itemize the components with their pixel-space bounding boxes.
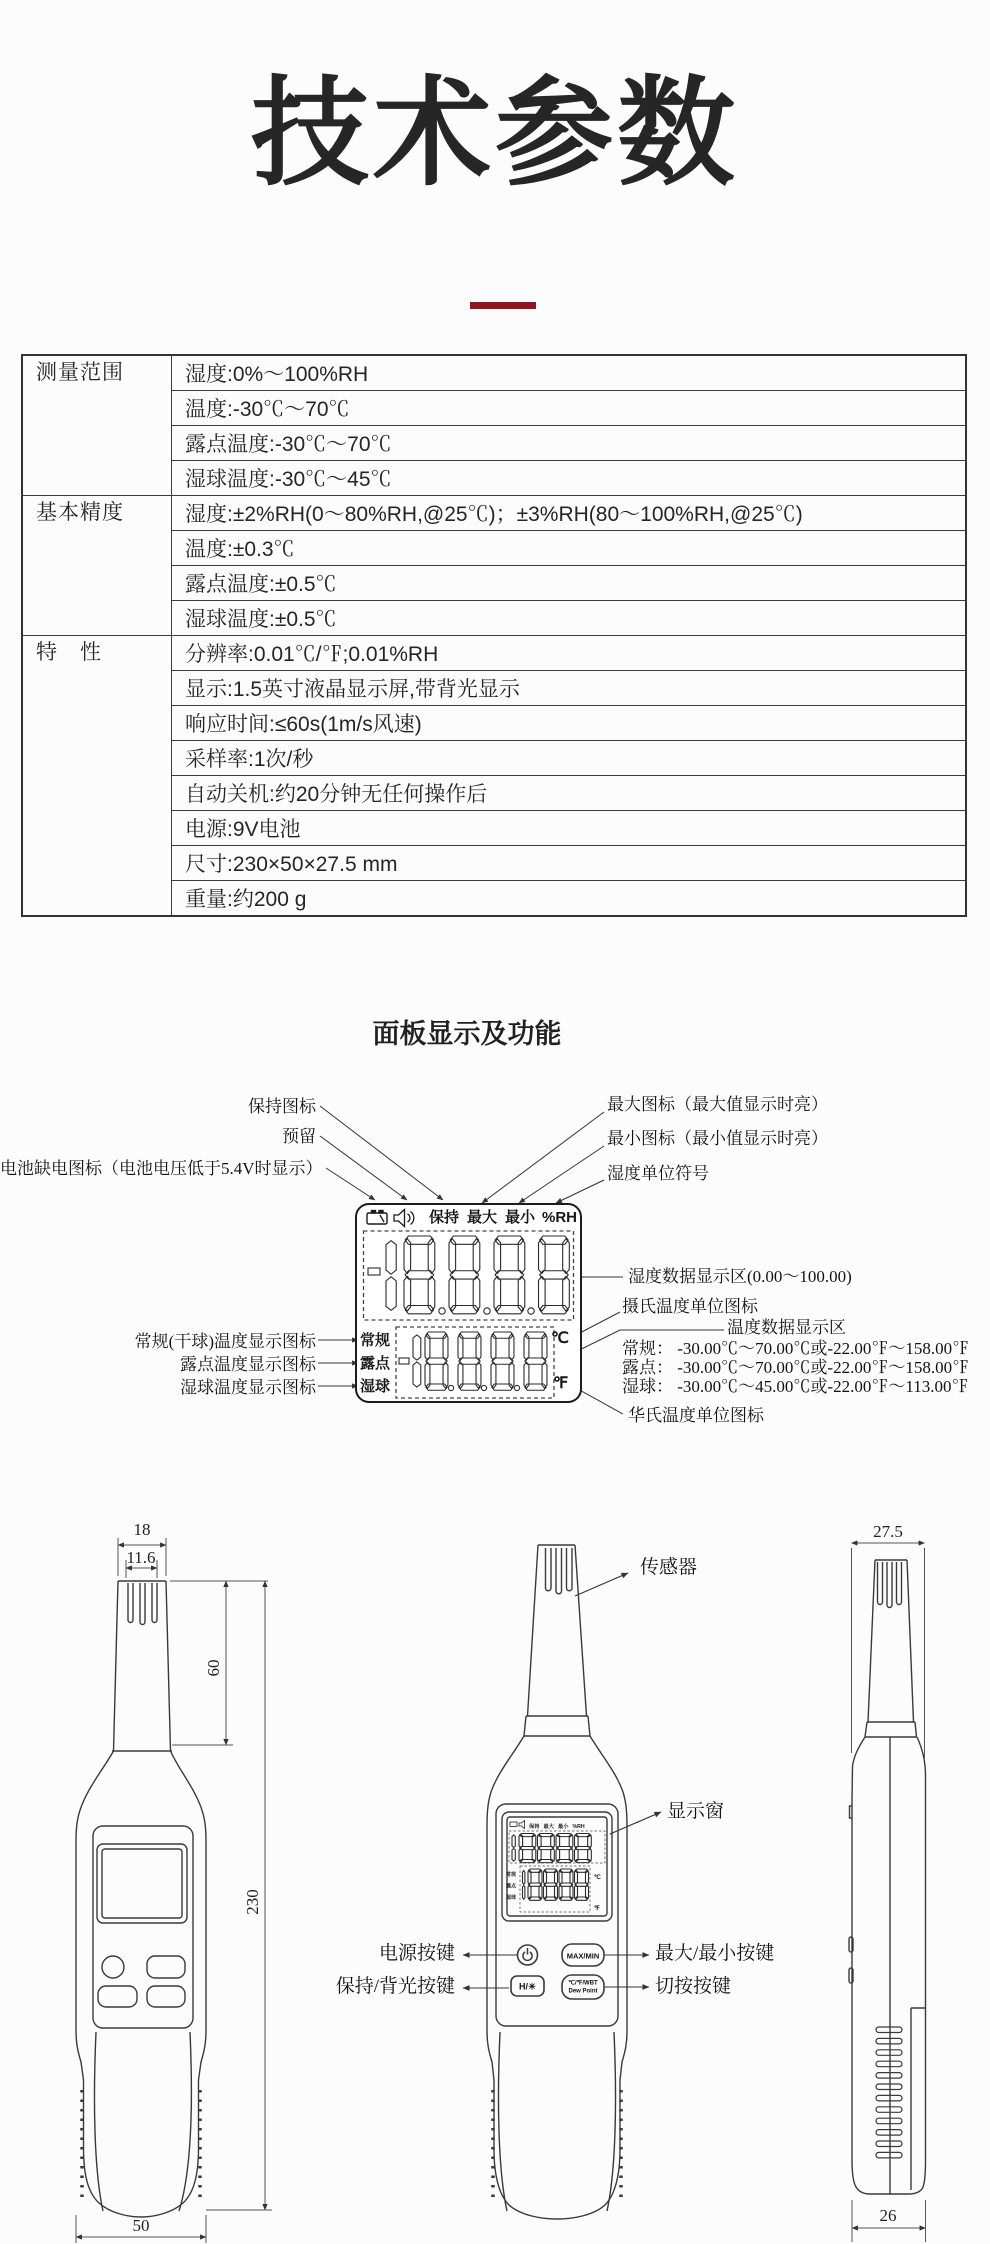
spec-row: 露点温度:-30℃～70℃: [172, 426, 967, 461]
side-button: [849, 1937, 853, 1952]
humidity-digits: [368, 1236, 569, 1314]
front-button: [147, 1956, 185, 1978]
mini-lcd: [506, 1821, 605, 1913]
lcd-dew-label: 露点: [360, 1355, 391, 1372]
front-display-window: [97, 1844, 187, 1923]
spec-row: 露点温度:±0.5℃: [172, 566, 967, 601]
dim-probe-inner: 11.6: [126, 1548, 156, 1567]
front-view-drawing: [30, 1500, 310, 2244]
lcd-celsius-label: ℃: [551, 1330, 569, 1347]
device-leader-lines: [463, 1573, 661, 1988]
vent-ribs: [876, 2027, 902, 2158]
svg-text:露点: 露点: [506, 1883, 517, 1890]
side-dimension-lines: [852, 1543, 926, 2242]
display-window: [502, 1812, 612, 1921]
front-button: [147, 1986, 185, 2007]
callout-wet-label: 湿球温度显示图标: [180, 1378, 316, 1397]
spec-row: 湿度:±2%RH(0～80%RH,@25℃)；±3%RH(80～100%RH,@25℃): [172, 496, 967, 531]
callout-temp-area: 温度数据显示区: [727, 1318, 846, 1337]
spec-group-range: [22, 355, 966, 496]
unit-button-label-1: ℃/℉/WBT: [568, 1980, 598, 1987]
callout-range-normal: 常规： -30.00℃～70.00℃或-22.00℉～158.00℉: [622, 1339, 970, 1358]
label-max-min-button: 最大/最小按键: [655, 1943, 775, 1964]
section-title: 面板显示及功能: [372, 1019, 562, 1049]
spec-row: 重量:约200 g: [172, 881, 967, 917]
callout-normal-label: 常规(干球)温度显示图标: [134, 1332, 316, 1351]
svg-text:最大: 最大: [543, 1824, 554, 1830]
label-display-window: 显示窗: [667, 1801, 725, 1822]
svg-text:最小: 最小: [558, 1824, 569, 1830]
spec-group-label: 测量范围: [22, 355, 172, 496]
svg-text:保持: 保持: [529, 1824, 540, 1830]
spec-row: 显示:1.5英寸液晶显示屏,带背光显示: [172, 671, 967, 706]
unit-button-label-2: Dew Point: [568, 1988, 598, 1995]
lcd-wet-label: 湿球: [360, 1378, 391, 1395]
accent-divider: [470, 302, 536, 309]
callout-fahrenheit-icon: 华氏温度单位图标: [628, 1406, 764, 1425]
front-button: [98, 1986, 137, 2007]
svg-text:℃: ℃: [594, 1875, 601, 1881]
lcd-rh-label: %RH: [542, 1209, 578, 1226]
dim-depth: 27.5: [873, 1522, 903, 1541]
lcd-fahrenheit-label: ℉: [553, 1375, 569, 1392]
front-power-button: [102, 1956, 124, 1978]
spec-row: 分辨率:0.01℃/℉;0.01%RH: [172, 636, 967, 671]
spec-row: 电源:9V电池: [172, 811, 967, 846]
spec-row: 采样率:1次/秒: [172, 741, 967, 776]
svg-text:%RH: %RH: [572, 1824, 585, 1830]
callout-max-icon: 最大图标（最大值显示时亮）: [607, 1095, 828, 1114]
label-sensor: 传感器: [640, 1557, 698, 1578]
spec-group-label: 基本精度: [22, 496, 172, 636]
label-switch-button: 切按按键: [655, 1976, 732, 1997]
callout-hold-icon: 保持图标: [248, 1097, 316, 1116]
callout-reserved: 预留: [282, 1127, 316, 1146]
callout-battery-icon: 电池缺电图标（电池电压低于5.4V时显示）: [0, 1159, 323, 1178]
spec-row: 响应时间:≤60s(1m/s风速): [172, 706, 967, 741]
dim-probe-len: 60: [204, 1659, 223, 1677]
label-hold-backlight-button: 保持/背光按键: [335, 1976, 455, 1997]
callout-range-dew: 露点： -30.00℃～70.00℃或-22.00℉～158.00℉: [622, 1358, 970, 1377]
hold-backlight-button-label: H/☀: [518, 1981, 537, 1992]
side-view-drawing: [815, 1500, 990, 2244]
lcd-min-label: 最小: [505, 1209, 536, 1226]
callout-humidity-unit: 湿度单位符号: [607, 1164, 709, 1183]
side-button: [849, 1968, 853, 1983]
callout-humidity-area: 湿度数据显示区(0.00～100.00): [628, 1267, 852, 1286]
lcd-hold-label: 保持: [429, 1209, 460, 1226]
spec-row: 湿球温度:±0.5℃: [172, 601, 967, 636]
callout-celsius-icon: 摄氏温度单位图标: [622, 1297, 758, 1316]
speaker-icon: [394, 1210, 414, 1227]
dim-body-width: 50: [132, 2216, 150, 2235]
max-min-button-label: MAX/MIN: [566, 1951, 600, 1961]
spec-table: [21, 354, 967, 917]
temperature-digits: [399, 1332, 547, 1391]
dim-back-width: 26: [879, 2206, 897, 2225]
labeled-view-drawing: [320, 1500, 700, 2244]
callout-dew-label: 露点温度显示图标: [180, 1355, 316, 1374]
spec-row: 温度:-30℃～70℃: [172, 391, 967, 426]
unit-switch-button: [562, 1975, 604, 1999]
svg-text:℉: ℉: [594, 1906, 600, 1912]
spec-group-accuracy: [22, 496, 966, 636]
dim-total-len: 230: [243, 1889, 262, 1915]
lcd-panel: [355, 1203, 582, 1403]
spec-row: 湿球温度:-30℃～45℃: [172, 461, 967, 496]
lcd-graphics: [357, 1205, 580, 1401]
callout-range-wet: 湿球： -30.00℃～45.00℃或-22.00℉～113.00℉: [622, 1377, 969, 1396]
spec-row: 自动关机:约20分钟无任何操作后: [172, 776, 967, 811]
dim-probe-outer: 18: [133, 1520, 151, 1539]
spec-row: 尺寸:230×50×27.5 mm: [172, 846, 967, 881]
battery-icon: [367, 1211, 387, 1225]
lcd-max-label: 最大: [467, 1209, 498, 1226]
spec-row: 温度:±0.3℃: [172, 531, 967, 566]
spec-row: 湿度:0%～100%RH: [172, 355, 967, 391]
spec-group-label: 特 性: [22, 636, 172, 917]
lcd-normal-label: 常规: [360, 1332, 391, 1349]
spec-group-features: [22, 636, 966, 917]
svg-text:常规: 常规: [506, 1872, 517, 1878]
label-power-button: 电源按键: [378, 1943, 455, 1964]
callout-min-icon: 最小图标（最小值显示时亮）: [607, 1129, 828, 1148]
svg-text:湿球: 湿球: [506, 1895, 517, 1901]
page-title: 技术参数: [250, 68, 739, 200]
